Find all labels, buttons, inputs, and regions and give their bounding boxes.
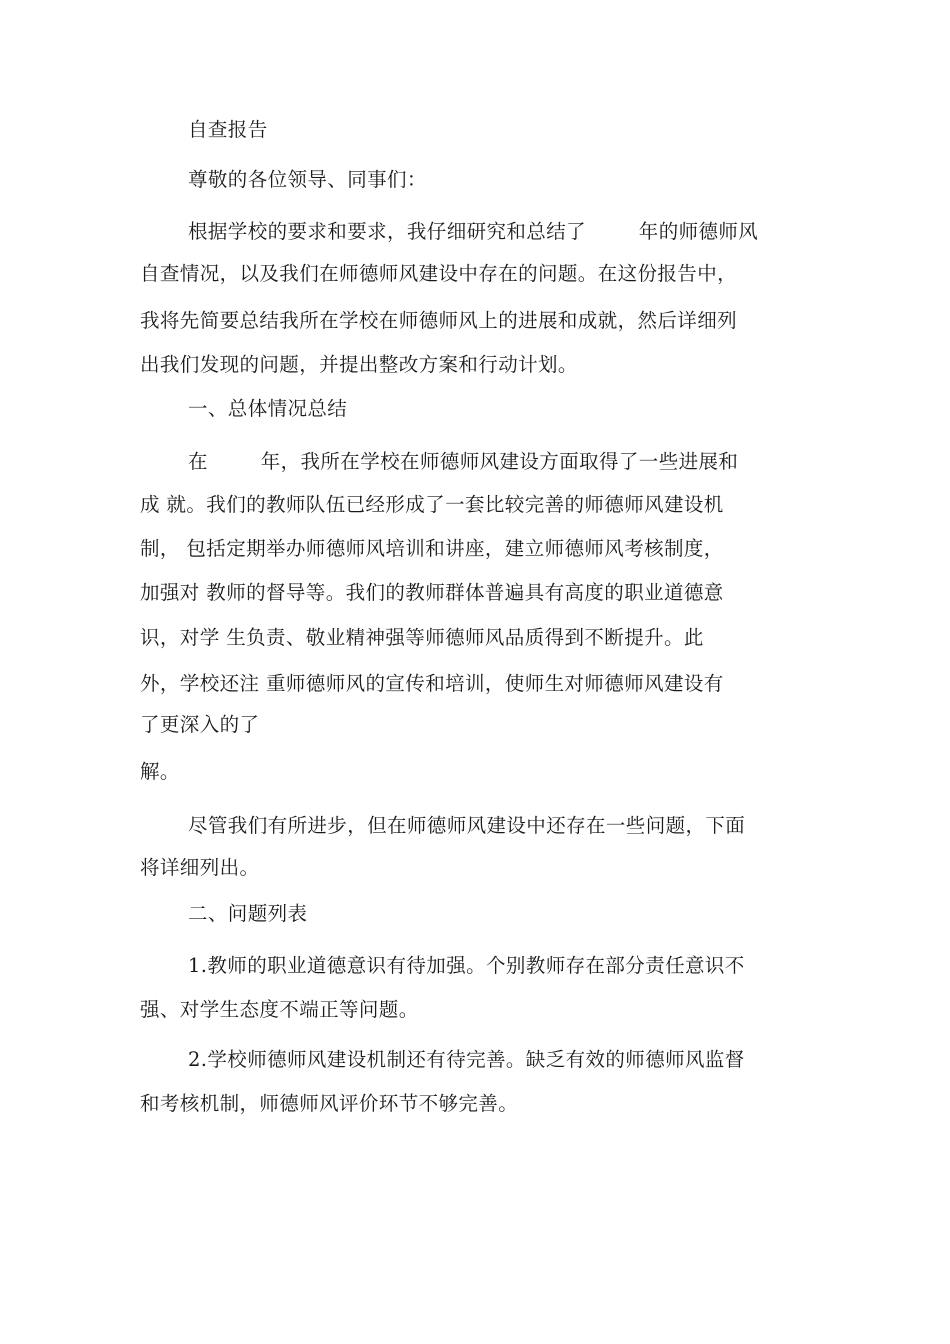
section1-line-2: 成 就。我们的教师队伍已经形成了一套比较完善的师德师风建设机: [140, 493, 724, 516]
problem1-line-1: 1.教师的职业道德意识有待加强。个别教师存在部分责任意识不: [188, 954, 745, 977]
intro-line-4: 出我们发现的问题，并提出整改方案和行动计划。: [140, 353, 578, 376]
intro-line-2: 自查情况，以及我们在师德师风建设中存在的问题。在这份报告中，: [140, 262, 738, 285]
section1-line-1: 在 年，我所在学校在师德师风建设方面取得了一些进展和: [188, 450, 739, 473]
section1-line-7: 了更深入的了: [140, 713, 260, 736]
section1-line-5: 识，对学 生负责、敬业精神强等师德师风品质得到不断提升。此: [140, 626, 704, 649]
salutation: 尊敬的各位领导、同事们：: [188, 168, 427, 191]
section1-line-4: 加强对 教师的督导等。我们的教师群体普遍具有高度的职业道德意: [140, 581, 724, 604]
intro-line-3: 我将先简要总结我所在学校在师德师风上的进展和成就，然后详细列: [140, 309, 738, 332]
section1-line-8: 解。: [140, 760, 180, 783]
section1-line-6: 外，学校还注 重师德师风的宣传和培训，使师生对师德师风建设有: [140, 672, 724, 695]
transition-line-2: 将详细列出。: [140, 856, 260, 879]
problem2-line-1: 2.学校师德师风建设机制还有待完善。缺乏有效的师德师风监督: [188, 1048, 745, 1071]
section2-heading: 二、问题列表: [188, 902, 308, 925]
intro-line-1: 根据学校的要求和要求，我仔细研究和总结了 年的师德师风: [188, 220, 759, 243]
section1-heading: 一、总体情况总结: [188, 397, 348, 420]
problem2-line-2: 和考核机制，师德师风评价环节不够完善。: [140, 1092, 519, 1115]
problem1-line-2: 强、对学生态度不端正等问题。: [140, 998, 419, 1021]
section1-line-3: 制， 包括定期举办师德师风培训和讲座，建立师德师风考核制度，: [140, 537, 724, 560]
document-title: 自查报告: [188, 118, 268, 141]
transition-line-1: 尽管我们有所进步，但在师德师风建设中还存在一些问题，下面: [188, 814, 746, 837]
